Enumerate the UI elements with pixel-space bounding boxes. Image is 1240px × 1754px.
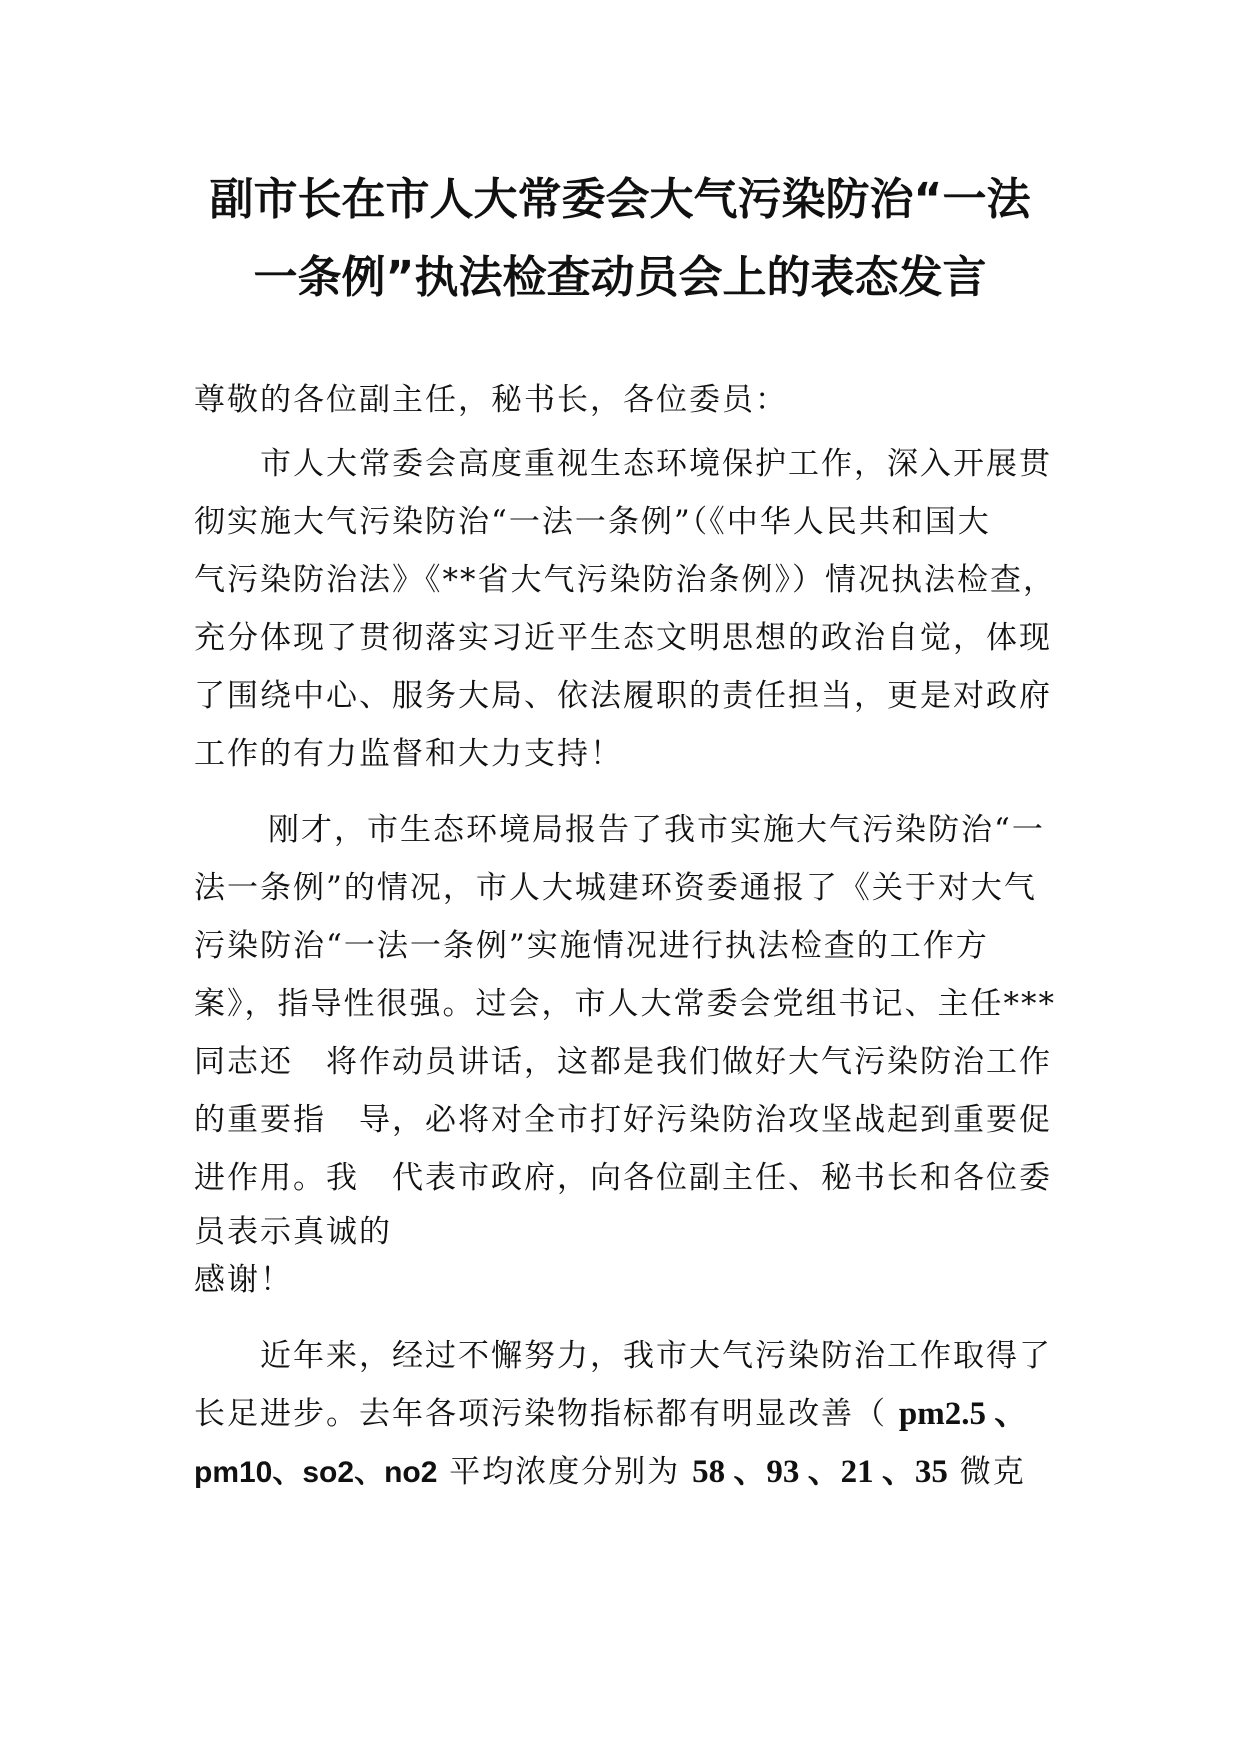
paragraph-3-line xyxy=(194,1394,1027,1434)
pollutant-label: pm2.5 、 xyxy=(898,1396,1028,1432)
paragraph-1-line: 了围绕中心、服务大局、依法履职的责任担当，更是对政府 xyxy=(194,678,1052,714)
title-line-1: 副市长在市人大常委会大气污染防治“一法 xyxy=(209,174,1031,225)
paragraph-1-line: 工作的有力监督和大力支持！ xyxy=(194,736,623,772)
paragraph-1-line: 彻实施大气污染防治“一法一条例”（《中华人民共和国大 xyxy=(194,504,991,540)
pollutant-labels: pm10、so2、no2 xyxy=(194,1456,438,1489)
paragraph-2-line: 员表示真诚的 xyxy=(194,1214,392,1250)
paragraph-3-text: 平均浓度分别为 xyxy=(437,1454,693,1490)
paragraph-2-line: 同志还 将作动员讲话，这都是我们做好大气污染防治工作 xyxy=(194,1044,1052,1080)
paragraph-1-line: 气污染防治法》《**省大气污染防治条例》）情况执法检查， xyxy=(194,562,1056,598)
paragraph-2-line: 感谢！ xyxy=(194,1262,293,1298)
paragraph-3-text: 长足进步。去年各项污染物指标都有明显改善（ xyxy=(194,1396,899,1432)
paragraph-2-line: 的重要指 导，必将对全市打好污染防治攻坚战起到重要促 xyxy=(194,1102,1052,1138)
salutation: 尊敬的各位副主任，秘书长，各位委员： xyxy=(194,382,788,418)
paragraph-2-line: 污染防治“一法一条例”实施情况进行执法检查的工作方 xyxy=(194,928,989,964)
title-line-2: 一条例”执法检查动员会上的表态发言 xyxy=(253,252,987,303)
paragraph-3-line: 近年来，经过不懈努力，我市大气污染防治工作取得了 xyxy=(260,1338,1052,1374)
paragraph-2-line: 法一条例”的情况，市人大城建环资委通报了《关于对大气 xyxy=(194,870,1037,906)
paragraph-1-line: 充分体现了贯彻落实习近平生态文明思想的政治自觉，体现 xyxy=(194,620,1052,656)
paragraph-2-line: 刚才，市生态环境局报告了我市实施大气污染防治“一 xyxy=(268,812,1045,848)
paragraph-3-line xyxy=(194,1452,1026,1493)
paragraph-2-line: 进作用。我 代表市政府，向各位副主任、秘书长和各位委 xyxy=(194,1160,1052,1196)
paragraph-2-line: 案》，指导性很强。过会，市人大常委会党组书记、主任*** xyxy=(194,986,1056,1022)
paragraph-1-line: 市人大常委会高度重视生态环境保护工作，深入开展贯 xyxy=(260,446,1052,482)
paragraph-3-text: 微克 xyxy=(947,1454,1026,1490)
concentration-values: 58 、93 、21 、35 xyxy=(692,1454,948,1490)
